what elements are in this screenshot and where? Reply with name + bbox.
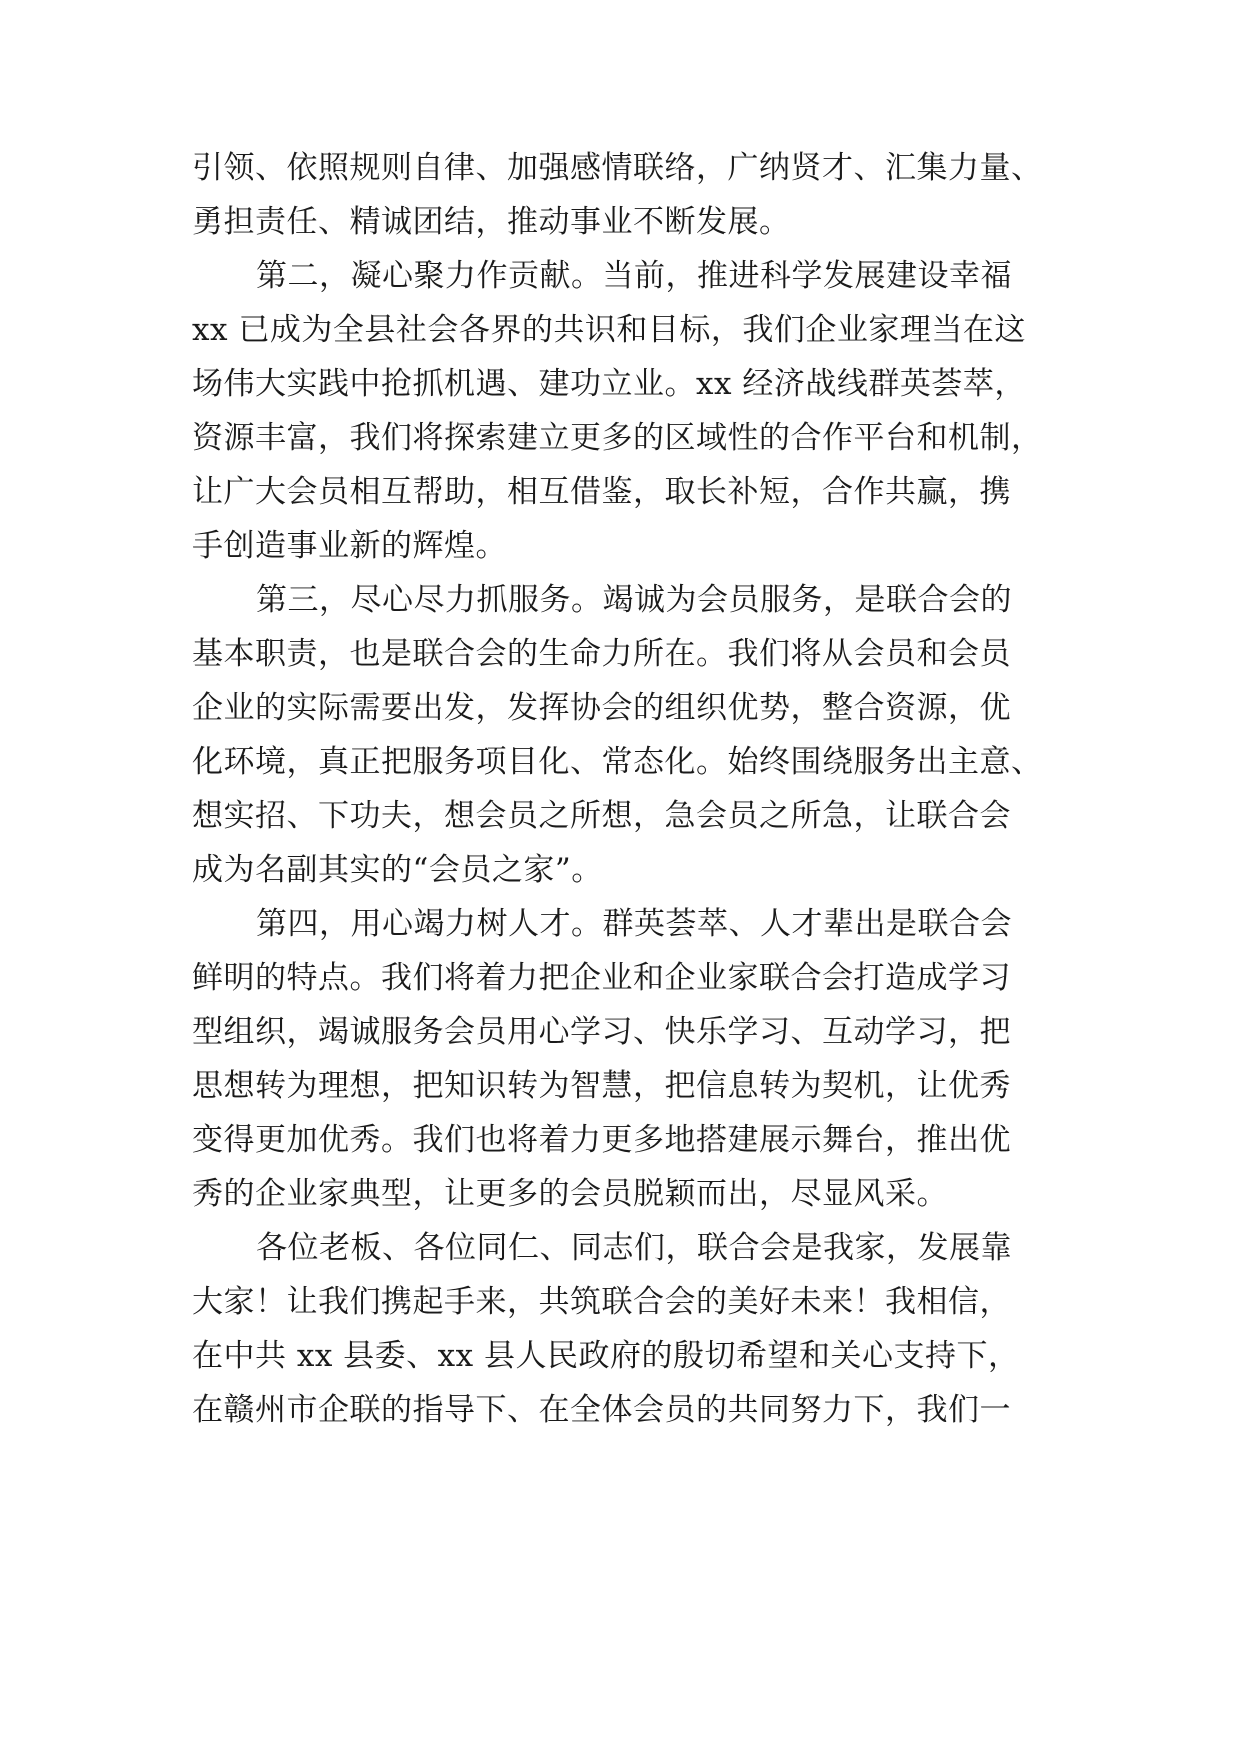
text-line: 思想转为理想，把知识转为智慧，把信息转为契机，让优秀: [192, 1068, 1011, 1104]
text-line: 让广大会员相互帮助，相互借鉴，取长补短，合作共赢，携: [192, 474, 1011, 510]
text-line: 引领、依照规则自律、加强感情联络，广纳贤才、汇集力量、: [192, 150, 1043, 186]
text-line: 鲜明的特点。我们将着力把企业和企业家联合会打造成学习: [192, 960, 1011, 996]
text-line: 手创造事业新的辉煌。: [192, 528, 507, 564]
text-line: 秀的企业家典型，让更多的会员脱颖而出，尽显风采。: [192, 1176, 948, 1212]
text-line: xx 已成为全县社会各界的共识和目标，我们企业家理当在这: [192, 312, 1026, 348]
paragraph-start-line: 第三，尽心尽力抓服务。竭诚为会员服务，是联合会的: [256, 582, 1012, 618]
paragraph-start-line: 第二，凝心聚力作贡献。当前，推进科学发展建设幸福: [256, 258, 1012, 294]
text-line: 型组织，竭诚服务会员用心学习、快乐学习、互动学习，把: [192, 1014, 1011, 1050]
text-line: 成为名副其实的“会员之家”。: [192, 852, 603, 888]
text-line: 大家！让我们携起手来，共筑联合会的美好未来！我相信，: [192, 1284, 1011, 1320]
text-line: 化环境，真正把服务项目化、常态化。始终围绕服务出主意、: [192, 744, 1043, 780]
text-line: 企业的实际需要出发，发挥协会的组织优势，整合资源，优: [192, 690, 1011, 726]
text-line: 资源丰富，我们将探索建立更多的区域性的合作平台和机制，: [192, 420, 1043, 456]
text-line: 想实招、下功夫，想会员之所想，急会员之所急，让联合会: [192, 798, 1011, 834]
text-line: 在赣州市企联的指导下、在全体会员的共同努力下，我们一: [192, 1392, 1011, 1428]
text-line: 变得更加优秀。我们也将着力更多地搭建展示舞台，推出优: [192, 1122, 1011, 1158]
paragraph-start-line: 第四，用心竭力树人才。群英荟萃、人才辈出是联合会: [256, 906, 1012, 942]
text-line: 基本职责，也是联合会的生命力所在。我们将从会员和会员: [192, 636, 1011, 672]
text-line: 在中共 xx 县委、xx 县人民政府的殷切希望和关心支持下，: [192, 1338, 1020, 1374]
paragraph-start-line: 各位老板、各位同仁、同志们，联合会是我家，发展靠: [256, 1230, 1012, 1266]
text-line: 场伟大实践中抢抓机遇、建功立业。xx 经济战线群英荟萃，: [192, 366, 1026, 402]
text-line: 勇担责任、精诚团结，推动事业不断发展。: [192, 204, 791, 240]
